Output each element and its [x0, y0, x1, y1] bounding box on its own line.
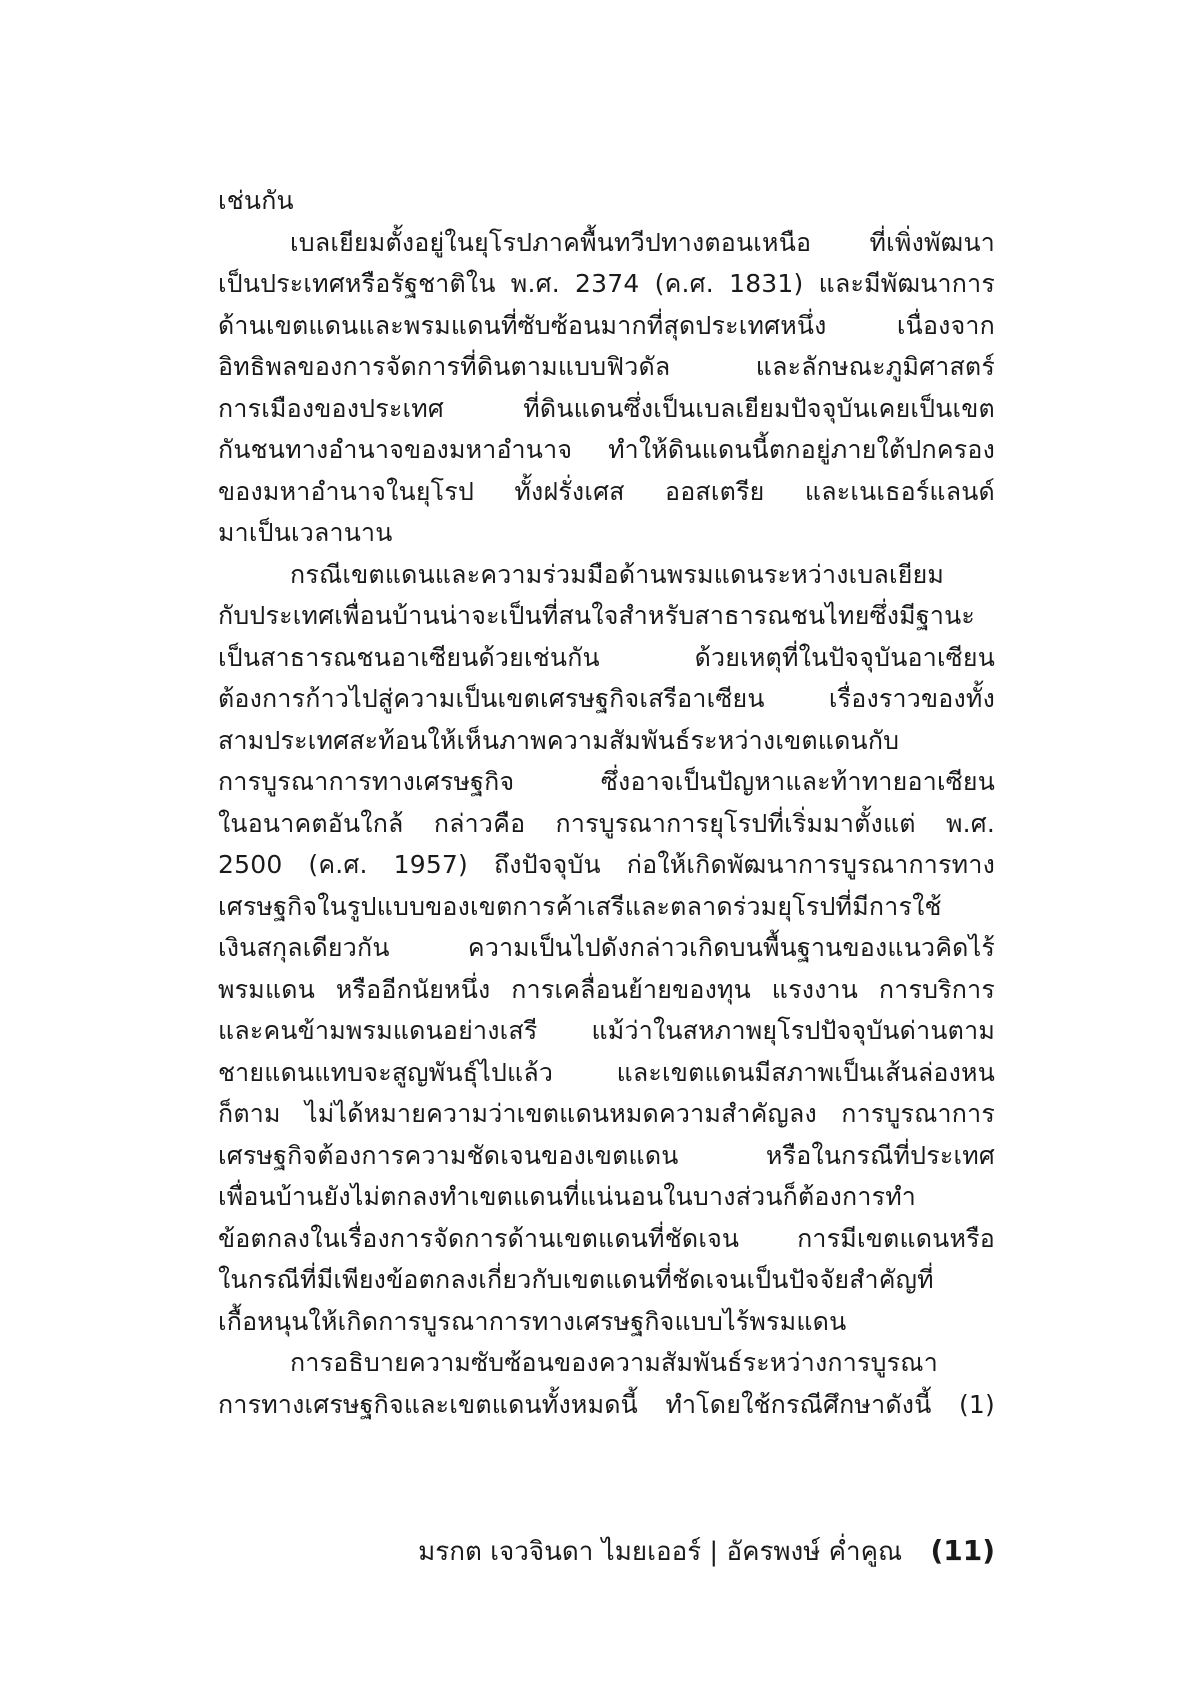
text-line: 2500 (ค.ศ. 1957) ถึงปัจจุบัน ก่อให้เกิดพัฒนาการบูรณาการทาง	[218, 850, 995, 879]
text-line: สามประเทศสะท้อนให้เห็นภาพความสัมพันธ์ระหว่างเขตแดนกับ	[218, 725, 900, 755]
text-line: เพื่อนบ้านยังไม่ตกลงทำเขตแดนที่แน่นอนในบางส่วนก็ต้องการทำ	[218, 1182, 916, 1211]
text-line: การเมืองของประเทศ ที่ดินแดนซึ่งเป็นเบลเยียมปัจจุบันเคยเป็นเขต	[218, 393, 995, 423]
text-line: เศรษฐกิจต้องการความชัดเจนของเขตแดน หรือในกรณีที่ประเทศ	[218, 1140, 995, 1170]
page-number: (11)	[930, 1534, 995, 1567]
footer-authors: มรกต เจวจินดา ไมยเออร์ | อัครพงษ์ ค่ำคูณ	[418, 1537, 903, 1567]
text-line: และคนข้ามพรมแดนอย่างเสรี แม้ว่าในสหภาพยุโรปปัจจุบันด่านตาม	[218, 1016, 995, 1045]
text-line: ในกรณีที่มีเพียงข้อตกลงเกี่ยวกับเขตแดนที่ชัดเจนเป็นปัจจัยสำคัญที่	[218, 1265, 934, 1294]
text-line: เช่นกัน	[218, 186, 294, 215]
text-line: เกื้อหนุนให้เกิดการบูรณาการทางเศรษฐกิจแบบไร้พรมแดน	[218, 1306, 847, 1336]
text-line: การทางเศรษฐกิจและเขตแดนทั้งหมดนี้ ทำโดยใช้กรณีศึกษาดังนี้ (1)	[218, 1389, 995, 1419]
text-line: กับประเทศเพื่อนบ้านน่าจะเป็นที่สนใจสำหรับสาธารณชนไทยซึ่งมีฐานะ	[218, 601, 975, 630]
text-line: การอธิบายความซับซ้อนของความสัมพันธ์ระหว่างการบูรณา	[290, 1348, 938, 1377]
page-footer	[418, 1535, 995, 1568]
text-line: เป็นสาธารณชนอาเซียนด้วยเช่นกัน ด้วยเหตุที่ในปัจจุบันอาเซียน	[218, 642, 995, 672]
text-line: อิทธิพลของการจัดการที่ดินตามแบบฟิวดัล และลักษณะภูมิศาสตร์	[218, 352, 995, 381]
text-line: ชายแดนแทบจะสูญพันธุ์ไปแล้ว และเขตแดนมีสภาพเป็นเส้นล่องหน	[218, 1057, 995, 1087]
text-line: กันชนทางอำนาจของมหาอำนาจ ทำให้ดินแดนนี้ตกอยู่ภายใต้ปกครอง	[218, 435, 995, 464]
text-line: พรมแดน หรืออีกนัยหนึ่ง การเคลื่อนย้ายของทุน แรงงาน การบริการ	[218, 974, 995, 1004]
text-line: เบลเยียมตั้งอยู่ในยุโรปภาคพื้นทวีปทางตอนเหนือ ที่เพิ่งพัฒนา	[290, 227, 995, 257]
text-line: กรณีเขตแดนและความร่วมมือด้านพรมแดนระหว่างเบลเยียม	[290, 559, 945, 589]
text-line: ข้อตกลงในเรื่องการจัดการด้านเขตแดนที่ชัดเจน การมีเขตแดนหรือ	[218, 1223, 995, 1253]
text-line: ของมหาอำนาจในยุโรป ทั้งฝรั่งเศส ออสเตรีย และเนเธอร์แลนด์	[218, 476, 995, 506]
text-line: การบูรณาการทางเศรษฐกิจ ซึ่งอาจเป็นปัญหาและท้าทายอาเซียน	[218, 767, 995, 796]
text-line: เงินสกุลเดียวกัน ความเป็นไปดังกล่าวเกิดบนพื้นฐานของแนวคิดไร้	[218, 933, 995, 962]
text-line: ก็ตาม ไม่ได้หมายความว่าเขตแดนหมดความสำคัญลง การบูรณาการ	[218, 1099, 995, 1128]
text-line: ต้องการก้าวไปสู่ความเป็นเขตเศรษฐกิจเสรีอาเซียน เรื่องราวของทั้ง	[218, 684, 995, 713]
text-line: ในอนาคตอันใกล้ กล่าวคือ การบูรณาการยุโรปที่เริ่มมาตั้งแต่ พ.ศ.	[218, 808, 995, 838]
text-line: เป็นประเทศหรือรัฐชาติใน พ.ศ. 2374 (ค.ศ. 1831) และมีพัฒนาการ	[218, 269, 995, 298]
text-line: ด้านเขตแดนและพรมแดนที่ซับซ้อนมากที่สุดประเทศหนึ่ง เนื่องจาก	[218, 310, 995, 340]
text-line: เศรษฐกิจในรูปแบบของเขตการค้าเสรีและตลาดร่วมยุโรปที่มีการใช้	[218, 891, 942, 921]
text-line: มาเป็นเวลานาน	[218, 518, 393, 547]
body-text	[218, 180, 995, 1425]
